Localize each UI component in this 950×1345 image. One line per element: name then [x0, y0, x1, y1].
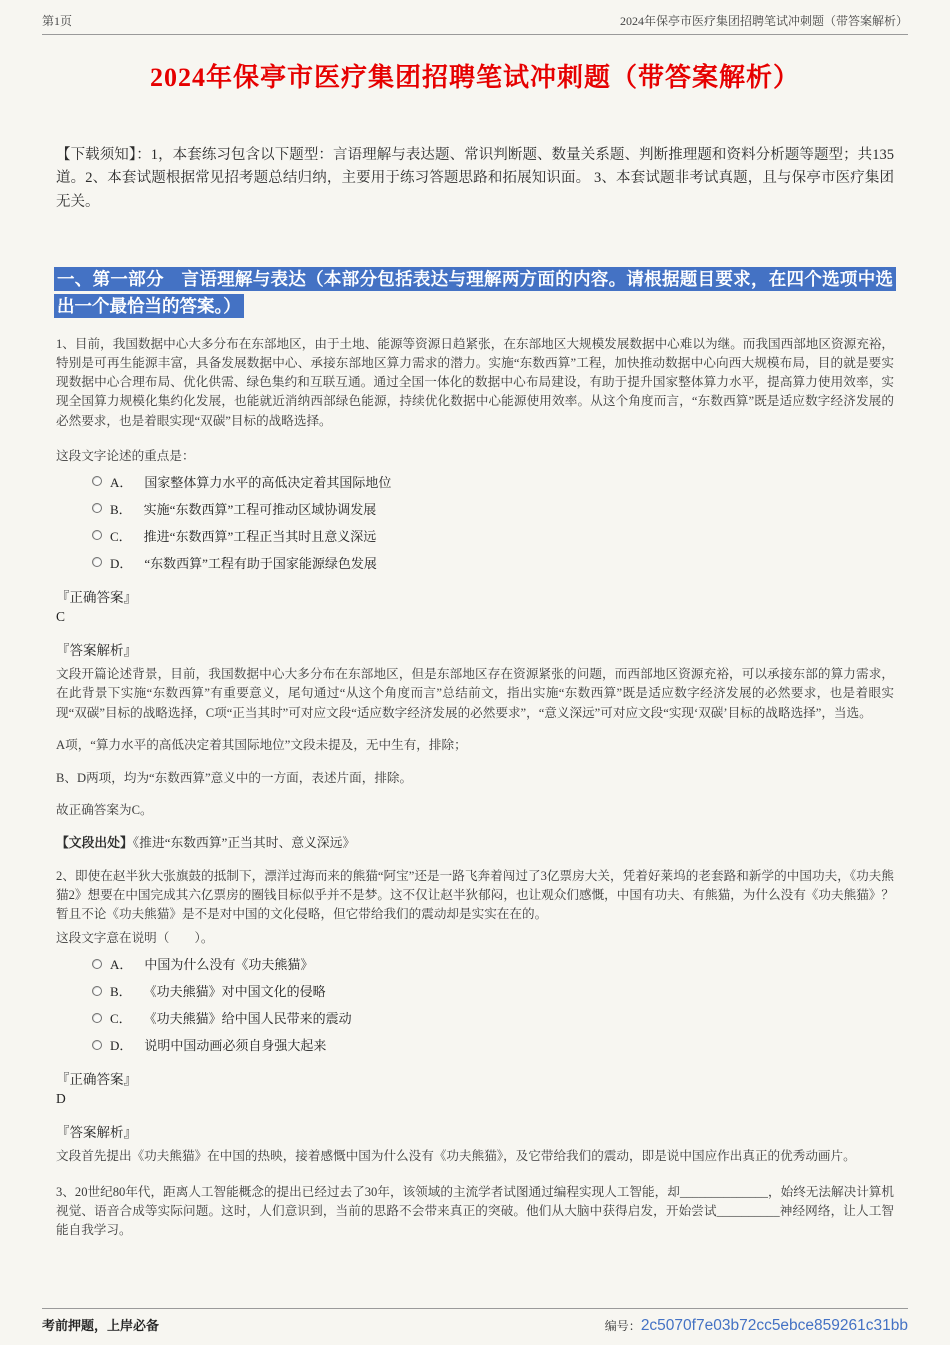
analysis-paragraph: 文段开篇论述背景，目前，我国数据中心大多分布在东部地区，但是东部地区存在资源紧张的问题，而西部地区资源充裕，可以承接东部的算力需求，在此背景下实施“东数西算”有重要意义，尾句通过“从这个角度而言”总结前文，指出实施“东数西算”既是适应数字经济发展的必然要求，也是着眼实现“双碳”目标的战略选择，C项“正当其时”可对应文段“适应数字经济发展的必然要求”，“意义深远”可对应文段“实现‘双碳’目标的战略选择”，当选。	[56, 666, 894, 720]
option-row-c[interactable]	[92, 526, 894, 545]
option-letter: D．	[110, 1038, 133, 1054]
question-1	[42, 335, 908, 851]
question-3	[42, 1183, 908, 1240]
question-text: 3、20世纪80年代，距离人工智能概念的提出已经过去了30年，该领域的主流学者试图通过编程实现人工智能，却______________，始终无法解决计算机视觉、语音合成等实际问题。这时，人们意识到，当前的思路不会带来真正的突破。他们从大脑中获得启发，开始尝试__________神经网络，让人工智能自我学习。	[56, 1184, 894, 1237]
question-prompt: 这段文字意在说明（ ）。	[56, 931, 214, 946]
option-text: 推进“东数西算”工程正当其时且意义深远	[143, 528, 377, 544]
option-letter: B．	[110, 501, 132, 517]
option-letter: C．	[110, 1011, 132, 1027]
option-text: 中国为什么没有《功夫熊猫》	[144, 957, 314, 973]
option-letter: B．	[110, 984, 132, 1000]
analysis-paragraph: A项，“算力水平的高低决定着其国际地位”文段未提及，无中生有，排除；	[56, 738, 467, 753]
option-text: 《功夫熊猫》对中国文化的侵略	[143, 984, 326, 1000]
source-label: 【文段出处】	[56, 835, 133, 850]
section-heading	[54, 266, 896, 319]
option-row-d[interactable]	[92, 553, 894, 572]
header-doc-title: 2024年保亭市医疗集团招聘笔试冲刺题（带答案解析）	[619, 14, 908, 28]
options-group	[92, 954, 894, 1054]
radio-button[interactable]	[92, 986, 102, 996]
question-2	[42, 867, 908, 1167]
page-header	[42, 0, 908, 35]
download-notice: 【下载须知】：1，本套练习包含以下题型：言语理解与表达题、常识判断题、数量关系题、判断推理题和资料分析题等题型；共135道。2、本套试题根据常见招考题总结归纳，主要用于练习答题思路和拓展知识面。 3、本套试题非考试真题，且与保亭市医疗集团无关。	[56, 147, 894, 210]
option-letter: A．	[110, 474, 133, 490]
answer-analysis-label: 『答案解析』	[56, 642, 137, 658]
option-text: “东数西算”工程有助于国家能源绿色发展	[144, 555, 377, 571]
option-letter: C．	[110, 528, 132, 544]
question-text: 2、即使在赵半狄大张旗鼓的抵制下，漂洋过海而来的熊猫“阿宝”还是一路飞奔着闯过了3亿票房大关，凭着好莱坞的老套路和新学的中国功夫，《功夫熊猫2》想要在中国完成其六亿票房的圈钱目标似乎并不是梦。这不仅让赵半狄郁闷，也让观众们感慨，中国有功夫、有熊猫，为什么没有《功夫熊猫》？暂且不论《功夫熊猫》是不是对中国的文化侵略，但它带给我们的震动却是实实在在的。	[56, 868, 894, 922]
option-letter: A．	[110, 957, 133, 973]
correct-answer-value: D	[56, 1091, 66, 1107]
option-text: 实施“东数西算”工程可推动区域协调发展	[143, 501, 377, 517]
source-line	[56, 832, 894, 851]
option-text: 说明中国动画必须自身强大起来	[144, 1038, 327, 1054]
option-row-a[interactable]	[92, 954, 894, 973]
option-text: 国家整体算力水平的高低决定着其国际地位	[144, 474, 392, 490]
option-text: 《功夫熊猫》给中国人民带来的震动	[143, 1011, 352, 1027]
radio-button[interactable]	[92, 476, 102, 486]
correct-answer-value: C	[56, 608, 66, 624]
question-text: 1、目前，我国数据中心大多分布在东部地区，由于土地、能源等资源日趋紧张，在东部地区大规模发展数据中心难以为继。而我国西部地区资源充裕，特别是可再生能源丰富，具备发展数据中心、承接东部地区算力需求的潜力。实施“东数西算”工程，加快推动数据中心向西大规模布局，目的就是要实现数据中心合理布局、优化供需、绿色集约和互联互通。通过全国一体化的数据中心布局建设，有助于提升国家整体算力水平，提高算力使用效率，实现全国算力规模化集约化发展，也能就近消纳西部绿色能源，持续优化数据中心能源使用效率。从这个角度而言，“东数西算”既是适应数字经济发展的必然要求，也是着眼实现“双碳”目标的战略选择。	[56, 336, 894, 428]
radio-button[interactable]	[92, 557, 102, 567]
option-row-b[interactable]	[92, 499, 894, 518]
radio-button[interactable]	[92, 530, 102, 540]
analysis-paragraph: 故正确答案为C。	[56, 803, 153, 818]
option-row-c[interactable]	[92, 1008, 894, 1027]
options-group	[92, 472, 894, 572]
correct-answer-label: 『正确答案』	[56, 589, 137, 605]
option-letter: D．	[110, 555, 133, 571]
correct-answer-label: 『正确答案』	[56, 1072, 137, 1088]
page-footer	[42, 1308, 908, 1335]
footer-slogan: 考前押题，上岸必备	[42, 1318, 160, 1333]
question-prompt: 这段文字论述的重点是：	[56, 448, 195, 463]
answer-analysis-label: 『答案解析』	[56, 1125, 137, 1141]
analysis-paragraph: 文段首先提出《功夫熊猫》在中国的热映，接着感慨中国为什么没有《功夫熊猫》，及它带给我们的震动，即是说中国应作出真正的优秀动画片。	[56, 1149, 856, 1164]
document-title: 2024年保亭市医疗集团招聘笔试冲刺题（带答案解析）	[149, 63, 800, 92]
radio-button[interactable]	[92, 1013, 102, 1023]
source-title: 《推进“东数西算”正当其时、意义深远》	[132, 835, 356, 850]
option-row-a[interactable]	[92, 472, 894, 491]
analysis-paragraph: B、D两项，均为“东数西算”意义中的一方面，表述片面，排除。	[56, 770, 413, 785]
page-number: 第1页	[42, 14, 73, 28]
footer-number-label: 编号：	[604, 1319, 641, 1333]
radio-button[interactable]	[92, 1040, 102, 1050]
section-heading-text: 一、第一部分 言语理解与表达（本部分包括表达与理解两方面的内容。请根据题目要求，在四个选项中选出一个最恰当的答案。）	[54, 267, 896, 317]
footer-number-value: 2c5070f7e03b72cc5ebce859261c31bb	[640, 1317, 908, 1334]
option-row-b[interactable]	[92, 981, 894, 1000]
option-row-d[interactable]	[92, 1035, 894, 1054]
radio-button[interactable]	[92, 959, 102, 969]
footer-number	[605, 1317, 908, 1335]
radio-button[interactable]	[92, 503, 102, 513]
